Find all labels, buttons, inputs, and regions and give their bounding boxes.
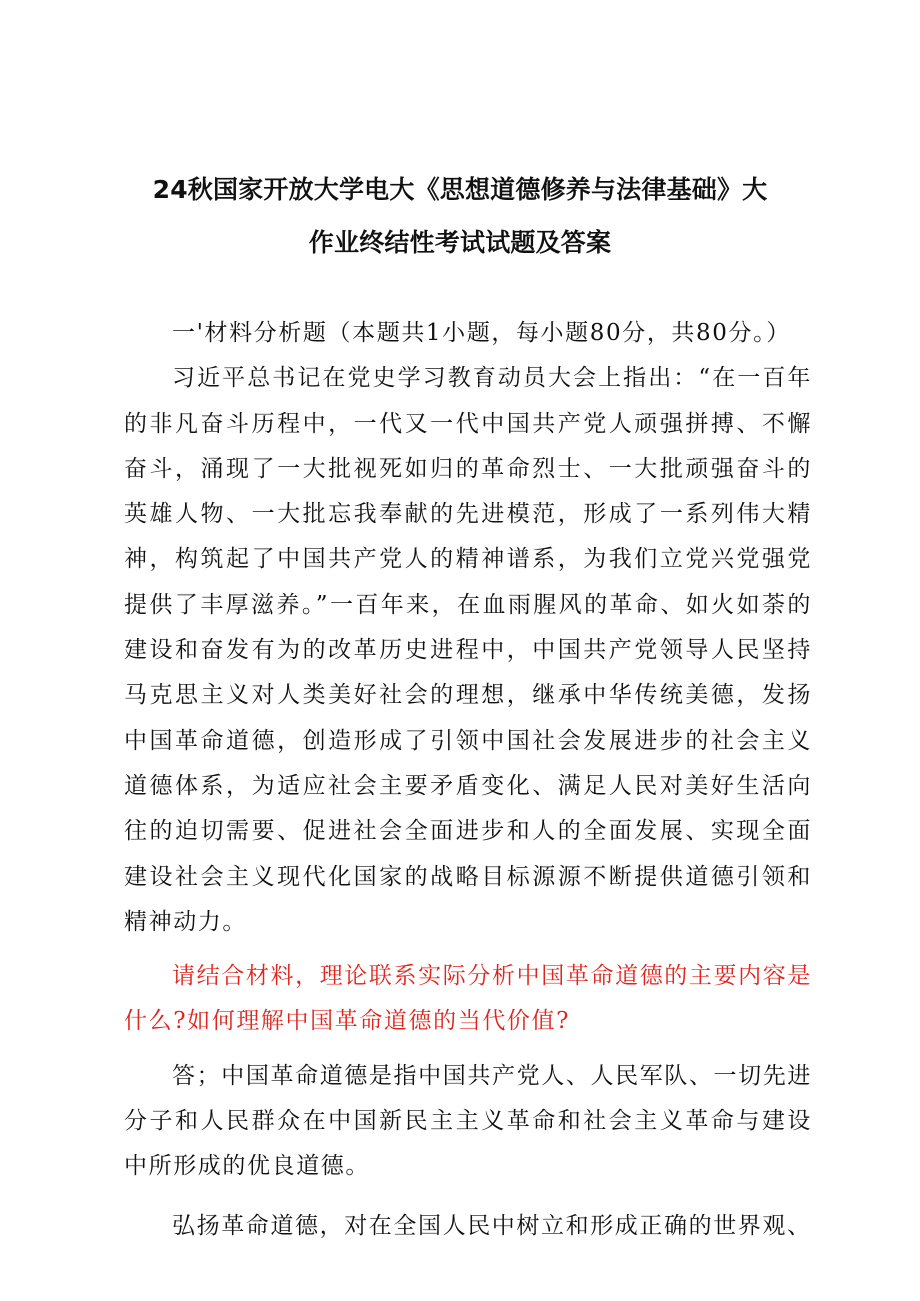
document-body [124,311,812,1249]
document-title-line-1: 24秋国家开放大学电大《思想道德修养与法律基础》大 [152,175,768,204]
question-paragraph: 请结合材料，理论联系实际分析中国革命道德的主要内容是什么?如何理解中国革命道德的当代价值? [124,963,812,1035]
section-heading: 一'材料分析题（本题共1小题，每小题80分，共80分。） [172,320,791,346]
material-paragraph: 习近平总书记在党史学习教育动员大会上指出：“在一百年的非凡奋斗历程中，一代又一代中国共产党人顽强拼搏、不懈奋斗，涌现了一大批视死如归的革命烈士、一大批顽强奋斗的英雄人物、一大批忘我奉献的先进模范，形成了一系列伟大精神，构筑起了中国共产党人的精神谱系，为我们立党兴党强党提供了丰厚滋养。”一百年来，在血雨腥风的革命、如火如荼的建设和奋发有为的改革历史进程中，中国共产党领导人民坚持马克思主义对人类美好社会的理想，继承中华传统美德，发扬中国革命道德，创造形成了引领中国社会发展进步的社会主义道德体系，为适应社会主要矛盾变化、满足人民对美好生活向往的迫切需要、促进社会全面进步和人的全面发展、实现全面建设社会主义现代化国家的战略目标源源不断提供道德引领和精神动力。 [124,365,812,935]
answer-paragraph: 答；中国革命道德是指中国共产党人、人民军队、一切先进分子和人民群众在中国新民主主义革命和社会主义革命与建设中所形成的优良道德。 [124,1062,812,1180]
answer-continuation: 弘扬革命道德，对在全国人民中树立和形成正确的世界观、 [172,1212,812,1239]
document-title-line-2: 作业终结性考试试题及答案 [308,228,612,257]
